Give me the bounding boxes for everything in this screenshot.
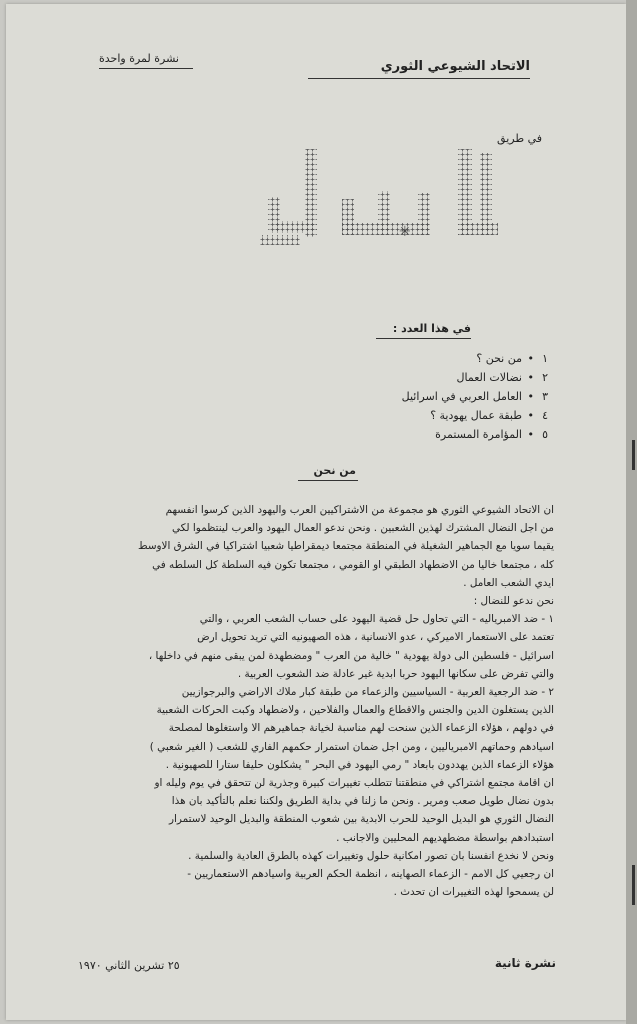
organization-name: الاتحاد الشيوعي الثوري (380, 59, 530, 74)
issue-date: ٢٥ تشرين الثاني ١٩٧٠ (78, 959, 180, 972)
body-line: الذين يستغلون الدين والجنس والاقطاع والعمال والفلاحين ، ولاضطهاد وكبت الحركات الشعبية (156, 704, 554, 717)
section-title: من نحن (313, 464, 356, 477)
binder-edge (626, 0, 637, 1024)
body-line: يقيما سويا مع الجماهير الشغيلة في المنطقة مجتمعا ديمقراطيا شعبيا اشتراكيا في الشرق الاوسط (137, 540, 554, 553)
body-line: ١ - ضد الامبرياليه - التي تحاول حل قضية اليهود على حساب الشعب العربي ، والتي (199, 613, 554, 626)
body-line: بدون نضال طويل صعب ومرير . ونحن ما زلنا في بداية الطريق ولكننا نعلم بالتأكيد بان هذا (171, 795, 554, 808)
body-line: ونحن لا نخدع انفسنا بان تصور امكانية حلول وتغييرات كهذه بالطرق العادية والسلمية . (188, 849, 554, 862)
toc-item: ٥•المؤامرة المستمرة (435, 428, 548, 441)
body-line: هؤلاء الزعماء الذين يهددون بابعاد " رمي اليهود في البحر " يشكلون حليفا ستارا للصهيونية . (165, 758, 554, 771)
toc-item: ٣•العامل العربي في اسرائيل (401, 390, 548, 403)
binder-mark (632, 865, 635, 905)
edition-label: نشرة ثانية (494, 956, 556, 970)
body-line: ان رجعيي كل الامم - الزعماء الصهاينه ، انظمة الحكم العربية واسيادهم الاستعماريين - (187, 868, 554, 881)
body-line: كله ، مجتمعا خاليا من الاضطهاد الطبقي او القومي ، مجتمعا تكون فيه السلطة كل السلطه في (152, 558, 554, 571)
body-line: استبدادهم بواسطة مضطهديهم المحليين والاجانب . (336, 831, 554, 844)
body-line: ان اقامة مجتمع اشتراكي في منطقتنا تتطلب تغييرات كبيرة وجذرية لن تتحقق في يوم وليله او (154, 777, 554, 790)
organization-underline (308, 78, 530, 79)
body-line: ايدي الشعب العامل . (463, 576, 554, 589)
table-of-contents (308, 349, 548, 444)
issue-note: نشرة لمرة واحدة (99, 52, 179, 65)
body-line: ان الاتحاد الشيوعي الثوري هو مجموعة من الاشتراكيين العرب واليهود الذين كرسوا انفسهم (165, 504, 554, 516)
body-line: اسيادهم وحماتهم الامبرياليين ، ومن اجل ضمان استمرار حكمهم الفاري للشعب ( الغير شعبي ) (149, 740, 554, 753)
body-line: ٢ - ضد الرجعية العربية - السياسيين والزعماء من طبقة كبار ملاك الاراضي والبرجوازيين (181, 686, 554, 699)
body-line: النضال الثوري هو البديل الوحيد للحرب الابدية بين شعوب المنطقة والبديل الوحيد لاستمرار (168, 813, 554, 826)
masthead-star-icon: ✳ (399, 224, 411, 240)
toc-item: ١•من نحن ؟ (476, 352, 548, 365)
body-line: والتي تفرض على سكانها اليهود حربا ابدية غير عادلة ضد الشعوب العربية . (237, 667, 554, 680)
section-title-underline (298, 480, 358, 481)
toc-title: في هذا العدد : (392, 322, 471, 335)
body-line: من اجل النضال المشترك لهذين الشعبين . ونحن ندعو العمال اليهود والعرب لينتظموا لكي (171, 522, 554, 535)
masthead-logo (250, 147, 512, 251)
document-page (6, 4, 626, 1020)
body-line: نحن ندعو للنضال : (473, 595, 554, 608)
body-line: اسرائيل - فلسطين الى دولة يهودية " خالية من العرب " ومضطهدة لمن يبقى منهم في داخلها ، (148, 649, 554, 662)
body-line: في دولهم ، هؤلاء الزعماء الذين سنحت لهم مناسبة لخيانة جماهيرهم الا واستغلوها لمصلحة (168, 722, 554, 735)
issue-note-underline (99, 68, 193, 69)
toc-item: ٤•طبقة عمال يهودية ؟ (430, 409, 548, 422)
toc-title-underline (376, 338, 471, 339)
body-line: لن يسمحوا لهذه التغييرات ان تحدث . (393, 886, 554, 899)
masthead-prefix: في طريق (497, 132, 542, 145)
article-body (54, 501, 554, 901)
body-line: تعتمد على الاستعمار الاميركي ، عدو الانسانية ، هذه الصهيونيه التي تريد تحويل ارض (197, 631, 554, 644)
binder-mark (632, 440, 635, 470)
toc-item: ٢•نضالات العمال (456, 371, 548, 384)
